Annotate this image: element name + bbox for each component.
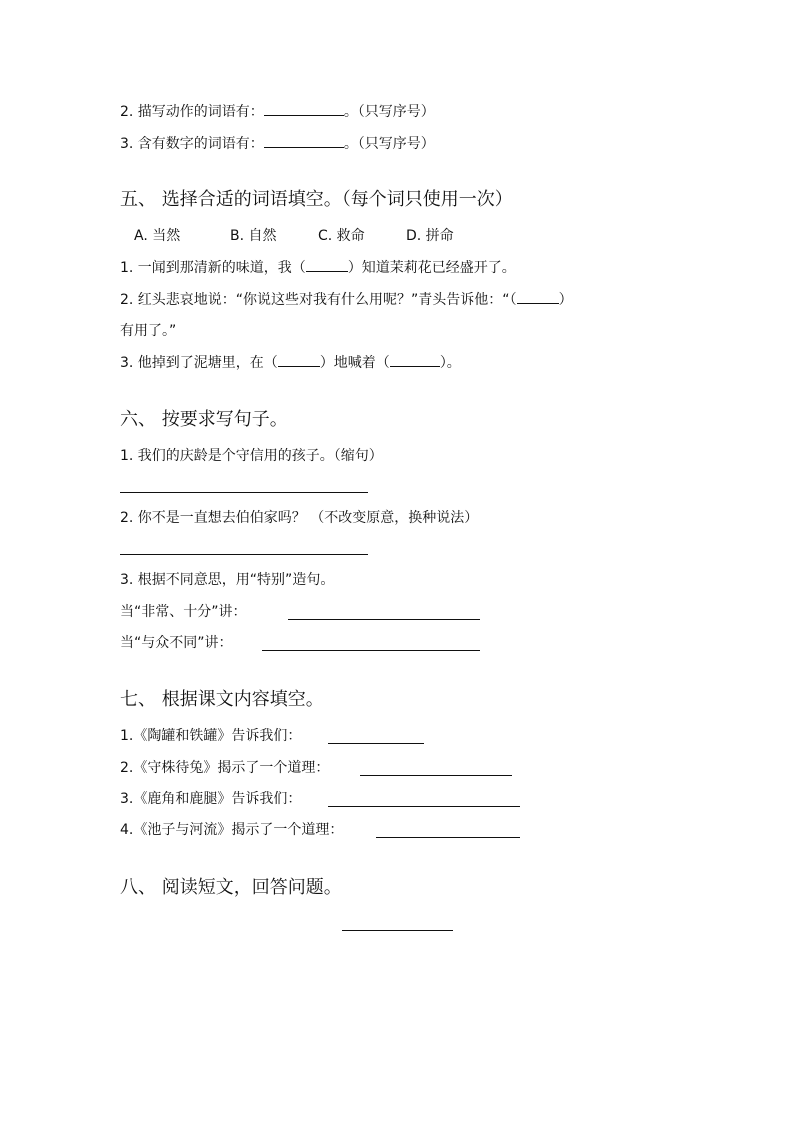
part7-heading: 七、 根据课文内容填空。 — [120, 689, 324, 710]
part5-q3-c: ）。 — [439, 355, 461, 371]
part4-q3 — [120, 133, 435, 154]
part4-q2-blank[interactable] — [264, 101, 344, 116]
part7-q3-answer-line[interactable] — [328, 806, 520, 807]
part5-heading: 五、 选择合适的词语填空。（每个词只使用一次） — [120, 189, 513, 210]
part6-q1: 1. 我们的庆龄是个守信用的孩子。（缩句） — [120, 448, 383, 464]
part6-q3-b-answer-line[interactable] — [262, 650, 480, 651]
part7-q4-answer-line[interactable] — [376, 837, 520, 838]
part7-q2-answer-line[interactable] — [360, 775, 512, 776]
part4-q3-suffix: 。（只写序号） — [343, 136, 435, 152]
part6-q2: 2. 你不是一直想去伯伯家吗？ （不改变原意，换种说法） — [120, 510, 479, 526]
part7-q1: 1.《陶罐和铁罐》告诉我们： — [120, 728, 302, 744]
part6-q3-a — [120, 602, 247, 622]
part5-q2-b: ） — [558, 292, 573, 308]
option-a: A. 当然 — [134, 228, 181, 244]
part5-q2-blank[interactable] — [517, 290, 559, 304]
option-b: B. 自然 — [230, 228, 277, 244]
part4-q2-text: 2. 描写动作的词语有： — [120, 104, 264, 120]
part6-q3-b — [120, 633, 233, 653]
part6-q3-b-text: 当“与众不同”讲： — [120, 635, 233, 651]
part7-q4: 4.《池子与河流》揭示了一个道理： — [120, 822, 344, 838]
part7-q2: 2.《守株待兔》揭示了一个道理： — [120, 760, 330, 776]
part4-q3-text: 3. 含有数字的词语有： — [120, 136, 264, 152]
part4-q2 — [120, 101, 435, 122]
part5-options — [134, 226, 454, 246]
part4-q3-blank[interactable] — [264, 133, 344, 148]
part5-q2-cont: 有用了。” — [120, 323, 177, 339]
option-c: C. 救命 — [318, 228, 365, 244]
part5-q3-a: 3. 他掉到了泥塘里，在（ — [120, 355, 278, 371]
part8-title-line[interactable] — [342, 930, 453, 931]
part6-q2-answer-line[interactable] — [120, 554, 368, 555]
part5-q2 — [120, 290, 573, 310]
part6-q1-answer-line[interactable] — [120, 492, 368, 493]
part5-q3-blank2[interactable] — [390, 353, 440, 367]
part7-q3: 3.《鹿角和鹿腿》告诉我们： — [120, 791, 302, 807]
part6-heading: 六、 按要求写句子。 — [120, 409, 288, 430]
part8-heading: 八、 阅读短文，回答问题。 — [120, 877, 342, 898]
option-d: D. 拼命 — [406, 228, 454, 244]
part5-q2-a: 2. 红头悲哀地说：“你说这些对我有什么用呢？”青头告诉他：“（ — [120, 292, 517, 308]
part6-q3: 3. 根据不同意思，用“特别”造句。 — [120, 572, 335, 588]
part5-q1-b: ）知道茉莉花已经盛开了。 — [347, 260, 516, 276]
part5-q1-blank[interactable] — [306, 258, 348, 272]
part5-q3 — [120, 353, 461, 373]
part6-q3-a-text: 当“非常、十分”讲： — [120, 604, 247, 620]
part4-q2-suffix: 。（只写序号） — [343, 104, 435, 120]
part7-q1-answer-line[interactable] — [328, 743, 424, 744]
part5-q1 — [120, 258, 516, 278]
part5-q3-blank1[interactable] — [278, 353, 320, 367]
part6-q3-a-answer-line[interactable] — [288, 619, 480, 620]
part5-q1-a: 1. 一闻到那清新的味道，我（ — [120, 260, 306, 276]
part5-q3-b: ）地喊着（ — [319, 355, 390, 371]
